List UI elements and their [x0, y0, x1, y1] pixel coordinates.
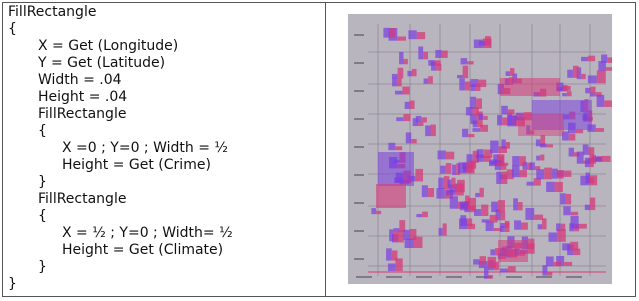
climate-bar-glyph	[443, 223, 447, 235]
climate-bar-glyph	[528, 239, 534, 249]
climate-bar-glyph	[414, 237, 423, 248]
y-tick-mark	[354, 34, 364, 36]
climate-bar-glyph	[496, 162, 503, 166]
crime-bar-glyph	[389, 229, 394, 241]
crime-bar-glyph	[560, 193, 565, 204]
climate-bar-glyph	[564, 262, 572, 266]
climate-bar-glyph	[520, 170, 527, 177]
panel-divider	[325, 2, 326, 297]
climate-bar-glyph	[410, 100, 415, 109]
climate-bar-glyph	[519, 156, 526, 166]
code-line: X = Get (Longitude)	[38, 38, 179, 54]
crime-bar-glyph	[392, 78, 397, 87]
climate-bar-glyph	[506, 142, 510, 149]
climate-bar-glyph	[411, 139, 416, 143]
climate-bar-glyph	[579, 224, 587, 229]
x-tick-mark	[356, 276, 372, 278]
climate-bar-glyph	[518, 202, 523, 210]
crime-bar-glyph	[425, 125, 430, 136]
climate-bar-glyph	[466, 162, 474, 173]
x-tick-mark	[506, 276, 522, 278]
crime-bar-glyph	[536, 169, 544, 179]
climate-bar-glyph	[604, 100, 612, 106]
climate-bar-glyph	[564, 171, 571, 177]
crime-bar-glyph	[460, 202, 468, 211]
code-line: Width = .04	[38, 72, 122, 88]
climate-bar-glyph	[415, 169, 423, 182]
crime-bar-glyph	[405, 102, 410, 109]
climate-bar-glyph	[521, 222, 528, 229]
climate-bar-glyph	[395, 258, 402, 271]
climate-bar-glyph	[563, 86, 570, 91]
climate-bar-glyph	[590, 87, 595, 94]
crime-bar-glyph	[458, 162, 466, 173]
climate-bar-glyph	[468, 134, 474, 137]
climate-bar-glyph	[376, 211, 381, 214]
code-line: Height = .04	[38, 89, 128, 105]
crime-bar-glyph	[473, 259, 479, 264]
crime-bar-glyph	[408, 30, 416, 39]
climate-bar-glyph	[590, 178, 594, 184]
code-line: FillRectangle	[38, 106, 127, 122]
climate-bar-glyph	[480, 188, 484, 197]
climate-bar-glyph	[500, 212, 505, 221]
climate-bar-glyph	[573, 66, 579, 78]
climate-bar-glyph	[397, 78, 402, 86]
crime-bar-glyph	[512, 166, 519, 178]
climate-bar-glyph	[422, 212, 428, 218]
code-line: FillRectangle	[8, 4, 97, 20]
climate-bar-glyph	[558, 170, 564, 179]
climate-bar-glyph	[418, 122, 423, 126]
code-line: }	[8, 276, 17, 292]
climate-bar-glyph	[488, 257, 497, 268]
crime-bar-glyph	[439, 228, 443, 236]
crime-bar-glyph	[585, 88, 590, 93]
crime-bar-glyph	[567, 70, 573, 78]
y-tick-mark	[354, 118, 364, 120]
climate-bar-glyph	[481, 205, 488, 216]
crime-bar-glyph	[396, 117, 403, 121]
crime-bar-glyph	[500, 268, 508, 272]
crime-bar-glyph	[583, 144, 589, 154]
y-tick-mark	[354, 202, 364, 204]
crime-bar-glyph	[452, 165, 456, 175]
climate-bar-glyph	[442, 51, 448, 58]
climate-bar-glyph	[412, 69, 417, 76]
climate-bar-glyph	[488, 275, 492, 279]
large-glyph-block	[498, 240, 528, 262]
crime-bar-glyph	[586, 173, 590, 184]
crime-bar-glyph	[501, 106, 508, 115]
crime-bar-glyph	[507, 115, 516, 126]
crime-bar-glyph	[446, 190, 455, 195]
y-tick-mark	[354, 230, 364, 232]
y-tick-mark	[354, 174, 364, 176]
climate-bar-glyph	[397, 36, 406, 40]
crime-bar-glyph	[506, 71, 510, 76]
climate-bar-glyph	[502, 117, 507, 125]
climate-bar-glyph	[596, 128, 604, 132]
crime-bar-glyph	[562, 93, 567, 96]
climate-bar-glyph	[569, 134, 576, 141]
code-panel	[8, 4, 320, 294]
climate-bar-glyph	[395, 146, 402, 150]
climate-bar-glyph	[421, 117, 427, 122]
crime-bar-glyph	[438, 178, 444, 189]
climate-bar-glyph	[468, 198, 476, 210]
code-line: FillRectangle	[38, 191, 127, 207]
crime-bar-glyph	[496, 172, 502, 184]
crime-bar-glyph	[388, 143, 395, 150]
crime-bar-glyph	[490, 141, 498, 153]
crime-bar-glyph	[501, 139, 505, 148]
crime-bar-glyph	[513, 198, 518, 210]
crime-bar-glyph	[489, 161, 496, 166]
climate-bar-glyph	[463, 66, 469, 79]
crime-bar-glyph	[371, 208, 376, 214]
crime-bar-glyph	[546, 182, 554, 192]
crime-bar-glyph	[548, 232, 557, 241]
crime-bar-glyph	[459, 218, 467, 229]
climate-bar-glyph	[571, 212, 578, 215]
climate-bar-glyph	[589, 154, 593, 167]
climate-bar-glyph	[566, 194, 571, 205]
crime-bar-glyph	[542, 265, 547, 276]
climate-bar-glyph	[428, 188, 434, 197]
crime-bar-glyph	[482, 219, 490, 222]
climate-bar-glyph	[508, 109, 515, 114]
code-line: }	[38, 259, 47, 275]
crime-bar-glyph	[569, 148, 574, 157]
code-line: X = ½ ; Y=0 ; Width= ½	[62, 225, 233, 241]
crime-bar-glyph	[585, 158, 589, 167]
climate-bar-glyph	[542, 218, 546, 229]
climate-bar-glyph	[607, 57, 612, 62]
climate-bar-glyph	[508, 266, 516, 272]
climate-bar-glyph	[480, 256, 486, 264]
crime-bar-glyph	[581, 57, 588, 61]
crime-bar-glyph	[406, 132, 411, 143]
crime-bar-glyph	[538, 224, 542, 229]
crime-bar-glyph	[407, 71, 412, 76]
y-tick-mark	[354, 146, 364, 148]
climate-bar-glyph	[467, 224, 475, 229]
crime-bar-glyph	[461, 58, 468, 64]
large-glyph-block	[378, 152, 414, 186]
climate-bar-glyph	[389, 28, 395, 37]
large-glyph-block	[518, 114, 564, 136]
large-glyph-block	[376, 184, 406, 208]
crime-bar-glyph	[405, 239, 414, 248]
crime-bar-glyph	[491, 202, 498, 213]
crime-bar-glyph	[416, 214, 422, 217]
crime-bar-glyph	[448, 180, 452, 189]
climate-bar-glyph	[394, 232, 399, 242]
climate-bar-glyph	[540, 155, 544, 161]
crime-bar-glyph	[525, 208, 534, 220]
crime-bar-glyph	[395, 91, 402, 95]
y-tick-mark	[354, 90, 364, 92]
crime-bar-glyph	[562, 243, 570, 250]
climate-bar-glyph	[606, 67, 612, 71]
crime-bar-glyph	[470, 114, 476, 124]
crime-bar-glyph	[570, 216, 578, 229]
code-line: X =0 ; Y=0 ; Width = ½	[62, 140, 228, 156]
climate-bar-glyph	[588, 56, 595, 62]
climate-bar-glyph	[465, 81, 471, 90]
code-line: Y = Get (Latitude)	[38, 55, 166, 71]
crime-bar-glyph	[490, 249, 495, 255]
crime-bar-glyph	[585, 205, 590, 210]
climate-bar-glyph	[505, 223, 510, 232]
crime-bar-glyph	[497, 115, 502, 125]
crime-bar-glyph	[479, 114, 484, 120]
climate-bar-glyph	[554, 262, 562, 266]
climate-bar-glyph	[534, 215, 543, 220]
climate-bar-glyph	[446, 163, 452, 174]
climate-bar-glyph	[472, 107, 478, 115]
crime-bar-glyph	[428, 60, 434, 66]
climate-bar-glyph	[398, 68, 404, 79]
large-glyph-block	[500, 78, 560, 96]
y-tick-mark	[354, 258, 364, 260]
climate-bar-glyph	[590, 198, 595, 210]
x-tick-mark	[446, 276, 462, 278]
crime-bar-glyph	[418, 46, 423, 59]
climate-bar-glyph	[431, 125, 436, 137]
climate-bar-glyph	[398, 230, 404, 242]
climate-bar-glyph	[404, 59, 408, 64]
crime-bar-glyph	[484, 267, 488, 278]
crime-bar-glyph	[388, 263, 395, 271]
crime-bar-glyph	[459, 78, 465, 90]
climate-bar-glyph	[435, 60, 441, 65]
code-line: }	[38, 174, 47, 190]
climate-bar-glyph	[402, 87, 409, 95]
climate-bar-glyph	[555, 182, 563, 192]
crime-bar-glyph	[399, 52, 403, 64]
crime-bar-glyph	[457, 75, 463, 78]
crime-bar-glyph	[546, 256, 554, 266]
crime-bar-glyph	[422, 185, 428, 197]
crime-bar-glyph	[386, 248, 392, 260]
crime-bar-glyph	[462, 129, 468, 137]
x-tick-mark	[416, 276, 432, 278]
crime-bar-glyph	[436, 188, 444, 198]
crime-bar-glyph	[403, 230, 409, 240]
climate-bar-glyph	[498, 200, 505, 212]
crime-bar-glyph	[440, 166, 446, 174]
x-tick-mark	[536, 276, 552, 278]
climate-bar-glyph	[510, 68, 514, 76]
climate-bar-glyph	[446, 152, 454, 160]
crime-bar-glyph	[475, 193, 479, 197]
climate-bar-glyph	[547, 144, 553, 147]
climate-bar-glyph	[428, 76, 433, 84]
crime-bar-glyph	[413, 118, 418, 126]
climate-bar-glyph	[597, 70, 606, 83]
crime-bar-glyph	[563, 206, 570, 215]
crime-bar-glyph	[512, 156, 519, 166]
x-tick-mark	[386, 276, 402, 278]
code-line: Height = Get (Crime)	[62, 157, 211, 173]
crime-bar-glyph	[383, 28, 389, 38]
crime-bar-glyph	[577, 152, 584, 164]
climate-bar-glyph	[417, 32, 425, 39]
y-tick-mark	[354, 62, 364, 64]
crime-bar-glyph	[588, 75, 597, 83]
climate-bar-glyph	[467, 61, 474, 64]
crime-bar-glyph	[536, 139, 541, 146]
crime-bar-glyph	[450, 196, 458, 209]
crime-bar-glyph	[514, 220, 521, 229]
climate-bar-glyph	[567, 91, 572, 96]
crime-bar-glyph	[471, 85, 476, 91]
climate-bar-glyph	[547, 272, 552, 275]
climate-bar-glyph	[480, 125, 488, 132]
crime-bar-glyph	[392, 74, 398, 79]
code-line: {	[38, 208, 47, 224]
climate-bar-glyph	[602, 156, 611, 162]
climate-bar-glyph	[403, 114, 410, 121]
crime-bar-glyph	[477, 149, 484, 162]
code-line: Height = Get (Climate)	[62, 242, 224, 258]
glyph-map-svg	[348, 14, 612, 284]
crime-bar-glyph	[527, 182, 534, 186]
crime-bar-glyph	[530, 162, 535, 170]
climate-bar-glyph	[476, 84, 481, 91]
climate-bar-glyph	[483, 116, 488, 120]
climate-bar-glyph	[581, 74, 586, 79]
code-line: {	[38, 123, 47, 139]
crime-bar-glyph	[536, 156, 540, 161]
climate-bar-glyph	[557, 229, 566, 242]
crime-bar-glyph	[438, 151, 446, 160]
crime-bar-glyph	[500, 226, 505, 232]
crime-bar-glyph	[597, 95, 605, 107]
crime-bar-glyph	[466, 107, 472, 115]
climate-bar-glyph	[423, 52, 428, 59]
crime-bar-glyph	[540, 143, 546, 147]
climate-bar-glyph	[570, 242, 578, 251]
glyph-map-plot	[348, 14, 612, 284]
climate-bar-glyph	[490, 215, 498, 223]
climate-bar-glyph	[588, 147, 594, 155]
crime-bar-glyph	[601, 54, 607, 62]
climate-bar-glyph	[455, 183, 464, 195]
climate-bar-glyph	[544, 168, 552, 180]
climate-bar-glyph	[502, 171, 508, 183]
x-tick-mark	[566, 276, 582, 278]
climate-bar-glyph	[485, 36, 491, 46]
crime-bar-glyph	[472, 128, 480, 132]
code-line: {	[8, 21, 17, 37]
crime-bar-glyph	[479, 41, 485, 46]
crime-bar-glyph	[552, 169, 558, 179]
crime-bar-glyph	[435, 50, 441, 58]
crime-bar-glyph	[424, 78, 429, 83]
crime-bar-glyph	[486, 221, 494, 231]
